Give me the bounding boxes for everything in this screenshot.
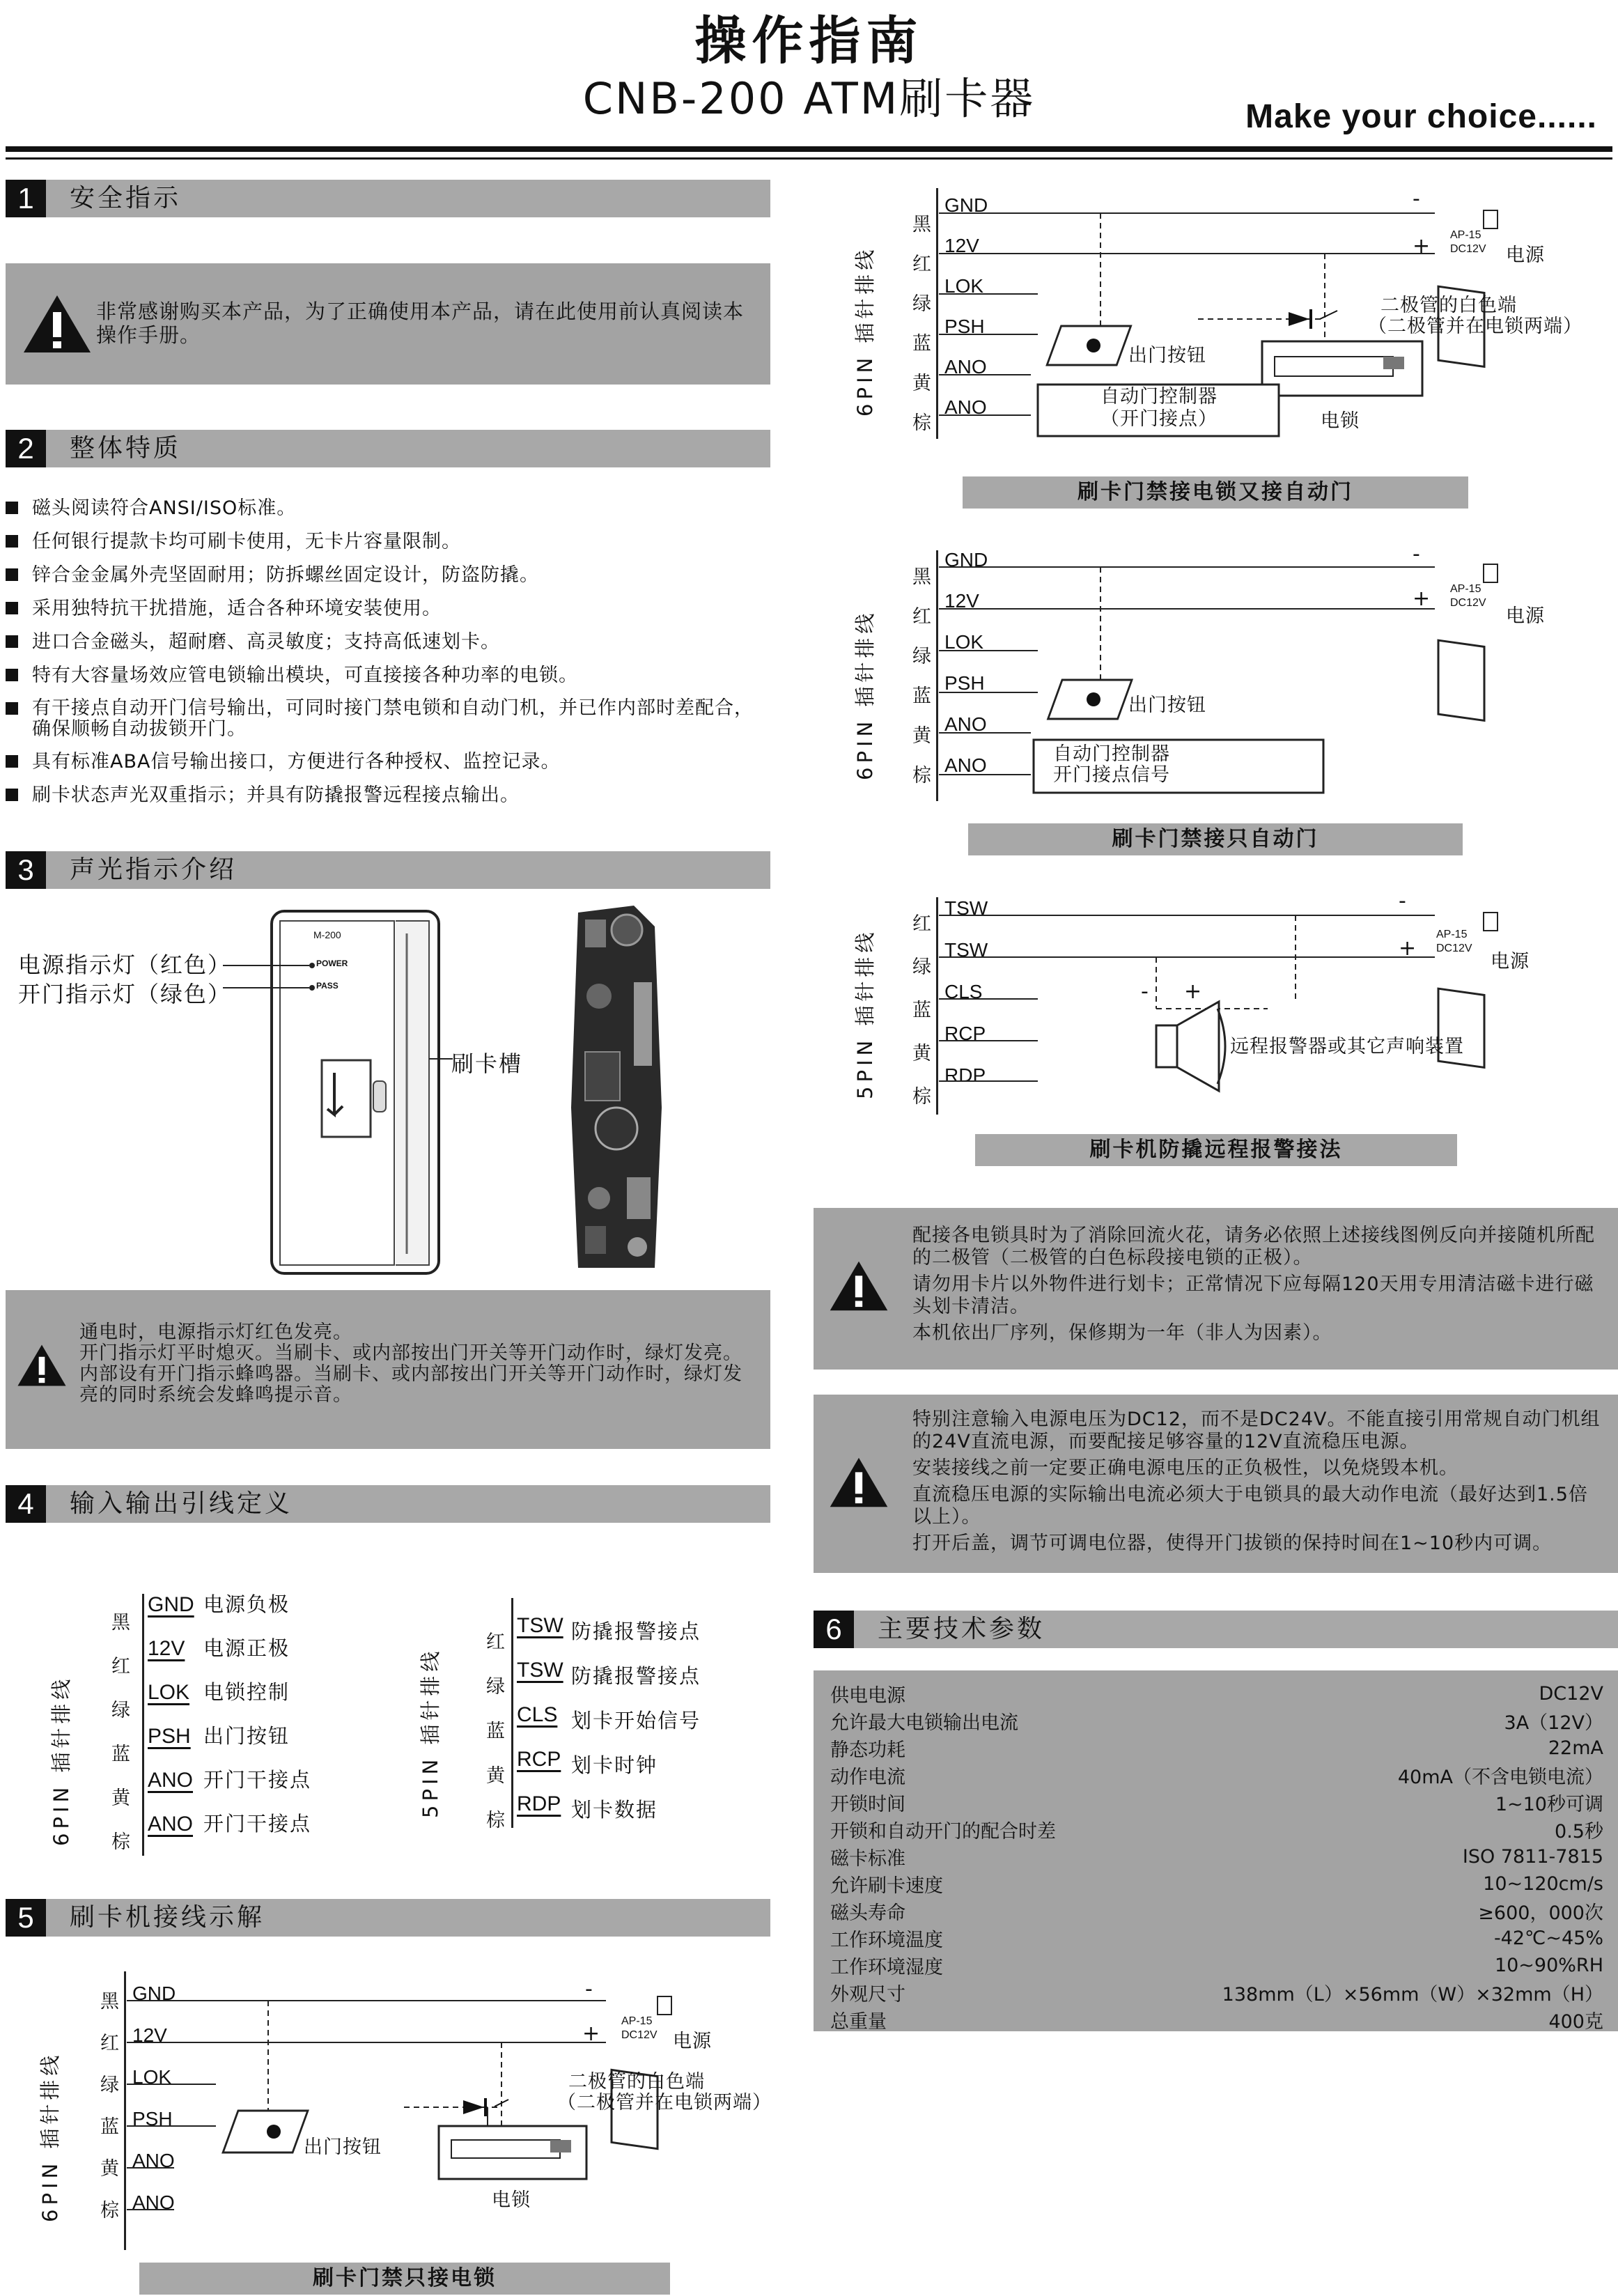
- slogan: Make your choice......: [1245, 98, 1597, 135]
- spec-row: [830, 1680, 1603, 1707]
- pin6-def-bar: [142, 1594, 144, 1856]
- list-item: 锌合金金属外壳坚固耐用；防拆螺丝固定设计，防盗防撬。: [6, 559, 768, 592]
- spec-value: 400克: [1548, 2011, 1603, 2033]
- pin5-def-header: 5PIN 插针排线: [419, 1647, 442, 1818]
- spec-table: [830, 1680, 1603, 2033]
- section-title: 声光指示介绍: [70, 855, 238, 884]
- spec-row: [830, 1816, 1603, 1843]
- page-title: 操作指南: [694, 11, 924, 71]
- spec-key: 静态功耗: [830, 1739, 905, 1761]
- indicator-warning-text: 通电时，电源指示灯红色发亮。 开门指示灯平时熄灭。当刷卡、或内部按出门开关等开门动作时，绿灯发亮。 内部设有开门指示蜂鸣器。当刷卡、或内部按出门开关等开门动作时，绿灯发亮的同时系统会发蜂鸣提示音。: [79, 1321, 742, 1406]
- pin6-def-header: 6PIN 插针排线: [49, 1675, 73, 1846]
- spec-value: 10~120cm/s: [1483, 1873, 1603, 1895]
- spec-value: 10~90%RH: [1494, 1955, 1603, 1976]
- spec-key: 允许刷卡速度: [830, 1875, 943, 1897]
- spec-key: 磁头寿命: [830, 1902, 905, 1924]
- section-title: 刷卡机接线示解: [70, 1903, 265, 1932]
- header-rule: [6, 146, 1612, 152]
- section-6-header: [814, 1611, 1618, 1648]
- spec-value: -42℃~45%: [1493, 1927, 1603, 1949]
- section-2-header: [6, 430, 770, 467]
- section-title: 主要技术参数: [878, 1615, 1045, 1643]
- section-number: 3: [6, 851, 46, 889]
- section-title: 整体特质: [70, 434, 182, 463]
- circuit-board-image: [557, 899, 676, 1275]
- section-3-header: [6, 851, 770, 889]
- spec-value: 40mA（不含电锁电流）: [1397, 1767, 1603, 1788]
- power-indicator-label: 电源指示灯（红色）: [18, 952, 232, 978]
- spec-row: [830, 1952, 1603, 1979]
- page-subtitle: CNB-200 ATM刷卡器: [582, 73, 1036, 124]
- section-5-header: [6, 1899, 770, 1937]
- spec-key: 工作环境温度: [830, 1930, 943, 1951]
- pin5-def-bar: [511, 1598, 513, 1828]
- diode-note: 二极管的白色端 （二极管并在电锁两端）: [557, 2071, 772, 2113]
- exit-button-label: 出门按钮: [304, 2136, 382, 2158]
- spec-row: [830, 1762, 1603, 1789]
- notes-text-1: 配接各电锁具时为了消除回流火花，请务必依照上述接线图例反向并接随机所配的二极管（二极管的白色标段接电锁的正极）。 请勿用卡片以外物件进行划卡；正常情况下应每隔120天用专用清洁磁卡进行磁头划卡清洁。 本机依出厂序列，保修期为一年（非人为因素）。: [912, 1225, 1595, 1344]
- wiring-diagram-alarm: 5PIN 插针排线 红 绿 蓝 黄 棕 TSW TSW CLS RCP RDP - + - + AP-15 DC12V 电源 远程报警器或其它声响装置: [808, 883, 1618, 1113]
- spec-value: ISO 7811-7815: [1462, 1846, 1603, 1868]
- list-item: 特有大容量场效应管电锁输出模块，可直接接各种功率的电锁。: [6, 659, 768, 692]
- header-rule-thin: [6, 157, 1612, 160]
- list-item: 进口合金磁头，超耐磨、高灵敏度；支持高低速划卡。: [6, 626, 768, 659]
- safety-text: 非常感谢购买本产品，为了正确使用本产品，请在此使用前认真阅读本操作手册。: [96, 300, 745, 347]
- list-item: 采用独特抗干扰措施，适合各种环境安装使用。: [6, 592, 768, 626]
- caption-autodoor-only: 刷卡门禁接只自动门: [968, 823, 1463, 855]
- pin5-def-names: TSW TSW CLS RCP RDP: [517, 1614, 563, 1815]
- spec-row: [830, 1979, 1603, 2006]
- caption-lock-and-autodoor: 刷卡门禁接电锁又接自动门: [963, 476, 1468, 509]
- spec-value: DC12V: [1539, 1683, 1603, 1705]
- list-item: 任何银行提款卡均可刷卡使用，无卡片容量限制。: [6, 525, 768, 559]
- card-slot-label: 刷卡槽: [451, 1050, 523, 1077]
- list-item: 磁头阅读符合ANSI/ISO标准。: [6, 492, 768, 525]
- power-label: 电源: [673, 2031, 712, 2052]
- pin5-def-colors: 红 绿 蓝 黄 棕: [486, 1631, 505, 1831]
- section-1-header: [6, 180, 770, 217]
- spec-key: 开锁时间: [830, 1794, 905, 1815]
- warning-icon: [829, 1259, 889, 1312]
- spec-row: [830, 2006, 1603, 2033]
- section-title: 输入输出引线定义: [70, 1489, 293, 1518]
- list-item: 刷卡状态声光双重指示；并具有防撬报警远程接点输出。: [6, 779, 768, 812]
- spec-row: [830, 1789, 1603, 1816]
- spec-row: [830, 1707, 1603, 1735]
- warning-icon: [22, 294, 92, 354]
- section-4-header: [6, 1485, 770, 1523]
- warning-icon: [17, 1343, 67, 1388]
- pass-indicator-label: 开门指示灯（绿色）: [18, 981, 232, 1007]
- section-number: 6: [814, 1611, 854, 1648]
- spec-key: 外观尺寸: [830, 1984, 905, 2006]
- spec-key: 开锁和自动开门的配合时差: [830, 1821, 1056, 1843]
- list-item: 具有标准ABA信号输出接口，方便进行各种授权、监控记录。: [6, 745, 768, 779]
- spec-row: [830, 1870, 1603, 1898]
- notes-warning-box-2: [814, 1395, 1618, 1573]
- caption-lock-only: 刷卡门禁只接电锁: [139, 2263, 670, 2295]
- notes-text-2: 特别注意输入电源电压为DC12，而不是DC24V。不能直接引用常规自动门机组的24V直流电源，而要配接足够容量的12V直流稳压电源。 安装接线之前一定要正确电源电压的正负极性，以免烧毁本机。 直流稳压电源的实际输出电流必须大于电锁具的最大动作电流（最好达到1.5倍以上）。 打开后盖，调节可调电位器，使得开门拔锁的保持时间在1~10秒内可调。: [912, 1409, 1601, 1554]
- spec-row: [830, 1898, 1603, 1925]
- notes-warning-box-1: [814, 1208, 1618, 1370]
- spec-key: 允许最大电锁输出电流: [830, 1712, 1018, 1734]
- pin6-def-colors: 黑 红 绿 蓝 黄 棕: [111, 1612, 130, 1853]
- spec-value: 138mm（L）×56mm（W）×32mm（H）: [1222, 1984, 1603, 2006]
- safety-warning-box: [6, 263, 770, 385]
- spec-row: [830, 1735, 1603, 1762]
- spec-value: 1~10秒可调: [1495, 1794, 1603, 1815]
- alarm-label: 远程报警器或其它声响装置: [1230, 1036, 1464, 1057]
- wiring-diagram-lock-only: 6PIN 插针排线 黑 红 绿 蓝 黄 棕 GND 12V LOK PSH ANO ANO - + AP-15 DC12V 电源 出门按钮 电锁 二极管的白色端 （二极管并在电锁两端）: [0, 1957, 773, 2250]
- spec-row: [830, 1925, 1603, 1952]
- caption-alarm: 刷卡机防撬远程报警接法: [975, 1134, 1457, 1166]
- spec-value: 3A（12V）: [1504, 1712, 1603, 1734]
- section-number: 2: [6, 430, 46, 467]
- spec-key: 供电电源: [830, 1685, 905, 1707]
- indicator-warning-box: [6, 1290, 770, 1449]
- spec-key: 磁卡标准: [830, 1848, 905, 1870]
- pin5-def-desc: 防撬报警接点 防撬报警接点 划卡开始信号 划卡时钟 划卡数据: [571, 1620, 701, 1822]
- feature-list: [6, 492, 768, 812]
- spec-value: 0.5秒: [1555, 1821, 1603, 1843]
- section-title: 安全指示: [70, 184, 182, 212]
- pin6-def-desc: 电源负极 电源正极 电锁控制 出门按钮 开门干接点 开门干接点: [203, 1592, 312, 1836]
- spec-key: 工作环境湿度: [830, 1957, 943, 1978]
- section-number: 4: [6, 1485, 46, 1523]
- lock-label: 电锁: [492, 2189, 531, 2211]
- pin6-header: 6PIN 插针排线: [38, 2051, 62, 2222]
- led-power-text: POWER: [316, 959, 348, 968]
- spec-key: 动作电流: [830, 1767, 905, 1788]
- wiring-diagram-autodoor-only: 6PIN 插针排线 黑 红 绿 蓝 黄 棕 GND 12V LOK PSH ANO ANO - + AP-15 DC12V 电源 出门按钮 自动门控制器 开门接点信号: [808, 536, 1618, 801]
- led-pass-text: PASS: [316, 981, 339, 991]
- spec-row: [830, 1843, 1603, 1870]
- spec-key: 总重量: [830, 2011, 887, 2033]
- section-number: 1: [6, 180, 46, 217]
- pin6-def-names: GND 12V LOK PSH ANO ANO: [148, 1593, 194, 1836]
- spec-value: 22mA: [1548, 1737, 1603, 1759]
- warning-icon: [829, 1456, 889, 1509]
- device-model: M-200: [313, 929, 341, 940]
- section-number: 5: [6, 1899, 46, 1937]
- spec-value: ≥600，000次: [1478, 1902, 1603, 1924]
- wiring-diagram-lock-and-autodoor: 6PIN 插针排线 黑 红 绿 蓝 黄 棕 GND 12V LOK PSH ANO ANO - + AP-15 DC12V 电源 出门按钮 电锁 二极管的白色端 （二极管并在电锁两端） 自动门控制器 （开门接点）: [808, 180, 1618, 451]
- list-item: 有干接点自动开门信号输出，可同时接门禁电锁和自动门机，并已作内部时差配合，确保顺畅自动拔锁开门。: [6, 698, 768, 740]
- spec-table-box: [814, 1670, 1618, 2031]
